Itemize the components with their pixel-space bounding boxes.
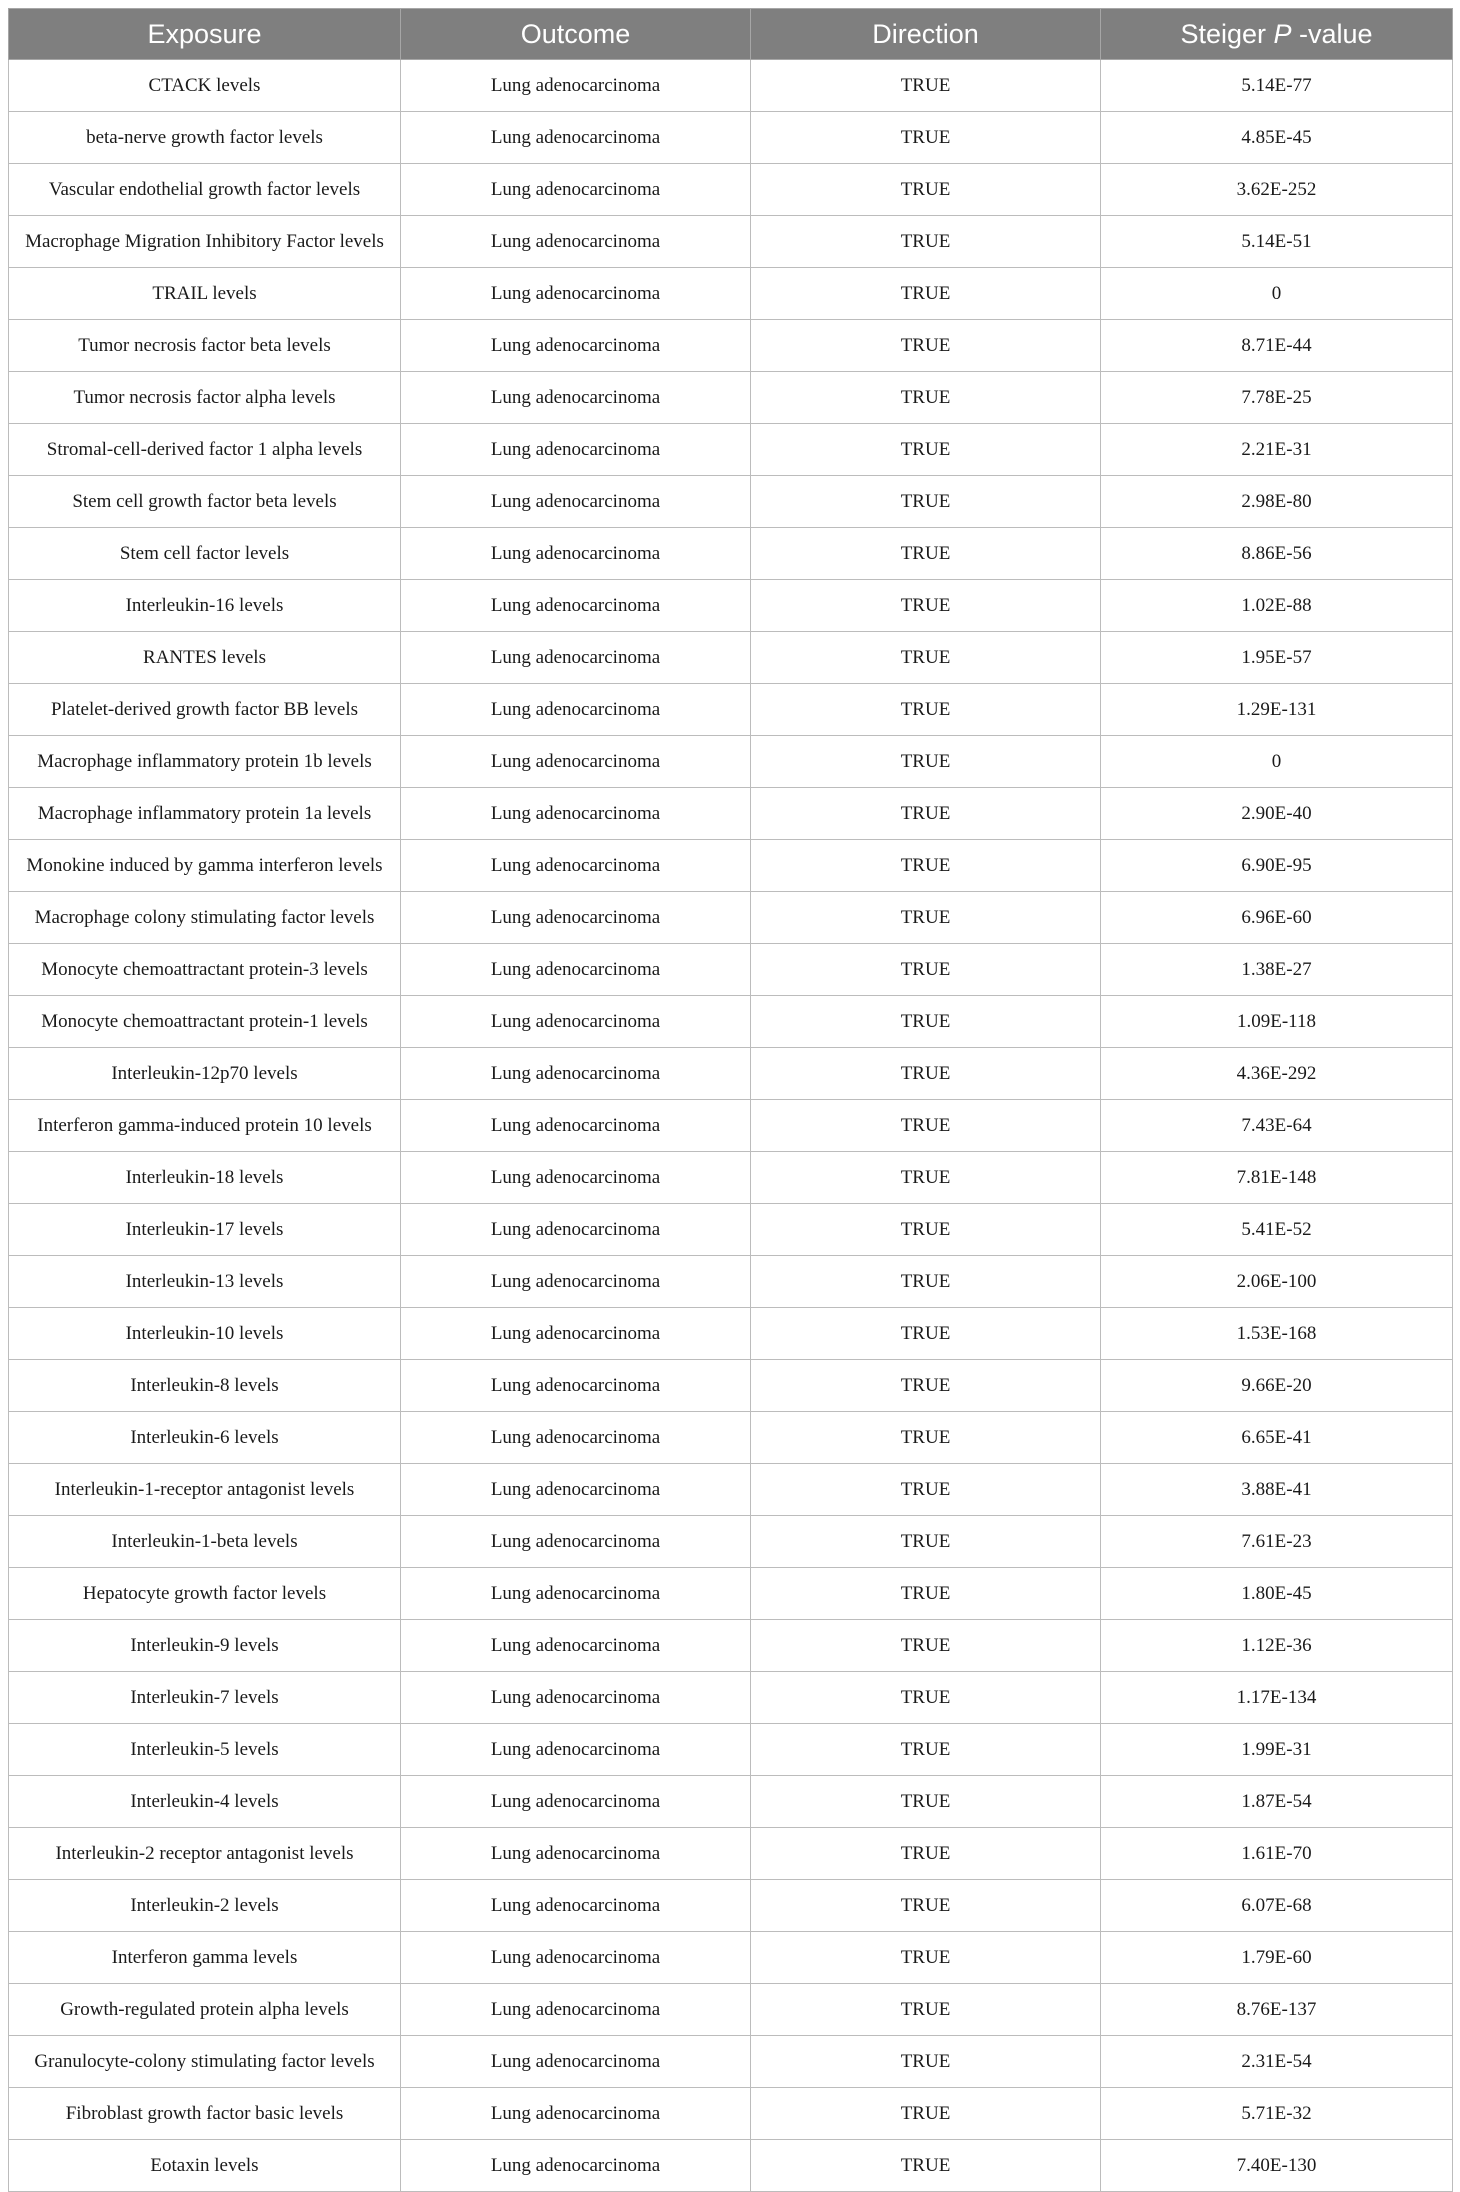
cell-direction: TRUE: [751, 1516, 1101, 1568]
table-row: [9, 372, 1453, 424]
cell-outcome: Lung adenocarcinoma: [401, 320, 751, 372]
cell-direction: TRUE: [751, 1100, 1101, 1152]
cell-steiger-pvalue: 1.12E-36: [1101, 1620, 1453, 1672]
cell-outcome: Lung adenocarcinoma: [401, 1880, 751, 1932]
cell-steiger-pvalue: 8.86E-56: [1101, 528, 1453, 580]
cell-steiger-pvalue: 2.06E-100: [1101, 1256, 1453, 1308]
cell-exposure: Stem cell growth factor beta levels: [9, 476, 401, 528]
cell-exposure: beta-nerve growth factor levels: [9, 112, 401, 164]
cell-outcome: Lung adenocarcinoma: [401, 2088, 751, 2140]
cell-exposure: TRAIL levels: [9, 268, 401, 320]
results-table-container: [8, 8, 1452, 2192]
cell-outcome: Lung adenocarcinoma: [401, 1516, 751, 1568]
cell-exposure: Interleukin-6 levels: [9, 1412, 401, 1464]
cell-outcome: Lung adenocarcinoma: [401, 60, 751, 112]
cell-outcome: Lung adenocarcinoma: [401, 996, 751, 1048]
cell-direction: TRUE: [751, 684, 1101, 736]
cell-outcome: Lung adenocarcinoma: [401, 528, 751, 580]
cell-direction: TRUE: [751, 2088, 1101, 2140]
cell-direction: TRUE: [751, 892, 1101, 944]
cell-direction: TRUE: [751, 2036, 1101, 2088]
table-row: [9, 1776, 1453, 1828]
cell-exposure: Monocyte chemoattractant protein-1 levels: [9, 996, 401, 1048]
cell-exposure: Interleukin-5 levels: [9, 1724, 401, 1776]
cell-outcome: Lung adenocarcinoma: [401, 684, 751, 736]
table-row: [9, 1672, 1453, 1724]
cell-steiger-pvalue: 6.07E-68: [1101, 1880, 1453, 1932]
table-row: [9, 1724, 1453, 1776]
cell-direction: TRUE: [751, 476, 1101, 528]
cell-exposure: Eotaxin levels: [9, 2140, 401, 2192]
cell-direction: TRUE: [751, 164, 1101, 216]
cell-direction: TRUE: [751, 1464, 1101, 1516]
cell-direction: TRUE: [751, 320, 1101, 372]
table-row: [9, 1880, 1453, 1932]
table-row: [9, 1932, 1453, 1984]
table-row: [9, 944, 1453, 996]
cell-steiger-pvalue: 4.85E-45: [1101, 112, 1453, 164]
header-steiger-prefix: Steiger: [1180, 18, 1274, 49]
table-row: [9, 2088, 1453, 2140]
cell-outcome: Lung adenocarcinoma: [401, 1360, 751, 1412]
cell-outcome: Lung adenocarcinoma: [401, 1672, 751, 1724]
cell-direction: TRUE: [751, 372, 1101, 424]
cell-exposure: Interleukin-1-beta levels: [9, 1516, 401, 1568]
table-row: [9, 1308, 1453, 1360]
cell-outcome: Lung adenocarcinoma: [401, 1048, 751, 1100]
cell-outcome: Lung adenocarcinoma: [401, 1412, 751, 1464]
header-outcome: Outcome: [401, 9, 751, 60]
cell-exposure: Monokine induced by gamma interferon levels: [9, 840, 401, 892]
cell-exposure: Vascular endothelial growth factor levels: [9, 164, 401, 216]
cell-direction: TRUE: [751, 1932, 1101, 1984]
cell-exposure: CTACK levels: [9, 60, 401, 112]
cell-direction: TRUE: [751, 1308, 1101, 1360]
cell-direction: TRUE: [751, 1984, 1101, 2036]
cell-steiger-pvalue: 6.65E-41: [1101, 1412, 1453, 1464]
cell-outcome: Lung adenocarcinoma: [401, 1308, 751, 1360]
cell-steiger-pvalue: 1.95E-57: [1101, 632, 1453, 684]
cell-exposure: Stem cell factor levels: [9, 528, 401, 580]
cell-outcome: Lung adenocarcinoma: [401, 580, 751, 632]
cell-exposure: Interleukin-4 levels: [9, 1776, 401, 1828]
cell-exposure: Interleukin-12p70 levels: [9, 1048, 401, 1100]
cell-direction: TRUE: [751, 528, 1101, 580]
cell-exposure: Granulocyte-colony stimulating factor levels: [9, 2036, 401, 2088]
cell-outcome: Lung adenocarcinoma: [401, 944, 751, 996]
cell-direction: TRUE: [751, 2140, 1101, 2192]
cell-direction: TRUE: [751, 736, 1101, 788]
cell-direction: TRUE: [751, 268, 1101, 320]
cell-outcome: Lung adenocarcinoma: [401, 1152, 751, 1204]
cell-exposure: Macrophage inflammatory protein 1b levels: [9, 736, 401, 788]
cell-exposure: Interferon gamma-induced protein 10 levels: [9, 1100, 401, 1152]
cell-outcome: Lung adenocarcinoma: [401, 1204, 751, 1256]
cell-direction: TRUE: [751, 1776, 1101, 1828]
table-row: [9, 476, 1453, 528]
table-row: [9, 528, 1453, 580]
cell-steiger-pvalue: 7.43E-64: [1101, 1100, 1453, 1152]
table-row: [9, 1620, 1453, 1672]
cell-outcome: Lung adenocarcinoma: [401, 1620, 751, 1672]
cell-exposure: Interleukin-18 levels: [9, 1152, 401, 1204]
cell-steiger-pvalue: 1.61E-70: [1101, 1828, 1453, 1880]
cell-exposure: Tumor necrosis factor alpha levels: [9, 372, 401, 424]
table-row: [9, 216, 1453, 268]
cell-exposure: Interleukin-9 levels: [9, 1620, 401, 1672]
cell-steiger-pvalue: 1.53E-168: [1101, 1308, 1453, 1360]
cell-exposure: Interleukin-16 levels: [9, 580, 401, 632]
cell-steiger-pvalue: 1.29E-131: [1101, 684, 1453, 736]
cell-direction: TRUE: [751, 1568, 1101, 1620]
cell-outcome: Lung adenocarcinoma: [401, 424, 751, 476]
cell-exposure: Macrophage inflammatory protein 1a levels: [9, 788, 401, 840]
cell-steiger-pvalue: 3.62E-252: [1101, 164, 1453, 216]
cell-direction: TRUE: [751, 1360, 1101, 1412]
cell-steiger-pvalue: 7.40E-130: [1101, 2140, 1453, 2192]
cell-exposure: Interleukin-8 levels: [9, 1360, 401, 1412]
steiger-results-table: [8, 8, 1453, 2192]
cell-exposure: Interleukin-2 receptor antagonist levels: [9, 1828, 401, 1880]
cell-outcome: Lung adenocarcinoma: [401, 1256, 751, 1308]
cell-outcome: Lung adenocarcinoma: [401, 1464, 751, 1516]
cell-direction: TRUE: [751, 1620, 1101, 1672]
table-row: [9, 1048, 1453, 1100]
cell-steiger-pvalue: 1.38E-27: [1101, 944, 1453, 996]
cell-outcome: Lung adenocarcinoma: [401, 1984, 751, 2036]
cell-exposure: RANTES levels: [9, 632, 401, 684]
table-row: [9, 268, 1453, 320]
table-row: [9, 1984, 1453, 2036]
table-row: [9, 60, 1453, 112]
cell-exposure: Interleukin-1-receptor antagonist levels: [9, 1464, 401, 1516]
cell-direction: TRUE: [751, 1880, 1101, 1932]
table-row: [9, 684, 1453, 736]
table-row: [9, 1360, 1453, 1412]
cell-direction: TRUE: [751, 944, 1101, 996]
cell-steiger-pvalue: 7.61E-23: [1101, 1516, 1453, 1568]
cell-outcome: Lung adenocarcinoma: [401, 1932, 751, 1984]
cell-exposure: Interleukin-17 levels: [9, 1204, 401, 1256]
cell-direction: TRUE: [751, 996, 1101, 1048]
table-row: [9, 1256, 1453, 1308]
cell-steiger-pvalue: 7.78E-25: [1101, 372, 1453, 424]
cell-outcome: Lung adenocarcinoma: [401, 1776, 751, 1828]
table-row: [9, 2036, 1453, 2088]
table-row: [9, 1412, 1453, 1464]
cell-exposure: Interleukin-2 levels: [9, 1880, 401, 1932]
cell-direction: TRUE: [751, 60, 1101, 112]
cell-outcome: Lung adenocarcinoma: [401, 2140, 751, 2192]
table-row: [9, 632, 1453, 684]
cell-steiger-pvalue: 7.81E-148: [1101, 1152, 1453, 1204]
table-row: [9, 788, 1453, 840]
cell-direction: TRUE: [751, 424, 1101, 476]
cell-steiger-pvalue: 0: [1101, 736, 1453, 788]
table-row: [9, 1516, 1453, 1568]
cell-steiger-pvalue: 5.71E-32: [1101, 2088, 1453, 2140]
cell-direction: TRUE: [751, 788, 1101, 840]
cell-steiger-pvalue: 5.14E-77: [1101, 60, 1453, 112]
table-row: [9, 892, 1453, 944]
cell-steiger-pvalue: 2.90E-40: [1101, 788, 1453, 840]
cell-exposure: Monocyte chemoattractant protein-3 levels: [9, 944, 401, 996]
cell-steiger-pvalue: 1.80E-45: [1101, 1568, 1453, 1620]
cell-steiger-pvalue: 2.98E-80: [1101, 476, 1453, 528]
table-row: [9, 320, 1453, 372]
table-row: [9, 1464, 1453, 1516]
table-row: [9, 580, 1453, 632]
cell-outcome: Lung adenocarcinoma: [401, 788, 751, 840]
cell-steiger-pvalue: 0: [1101, 268, 1453, 320]
cell-steiger-pvalue: 1.79E-60: [1101, 1932, 1453, 1984]
cell-direction: TRUE: [751, 1672, 1101, 1724]
cell-steiger-pvalue: 6.96E-60: [1101, 892, 1453, 944]
cell-steiger-pvalue: 1.09E-118: [1101, 996, 1453, 1048]
cell-direction: TRUE: [751, 1256, 1101, 1308]
cell-direction: TRUE: [751, 1048, 1101, 1100]
table-header: [9, 9, 1453, 60]
table-row: [9, 1152, 1453, 1204]
table-row: [9, 996, 1453, 1048]
table-row: [9, 2140, 1453, 2192]
cell-outcome: Lung adenocarcinoma: [401, 1568, 751, 1620]
cell-exposure: Macrophage Migration Inhibitory Factor levels: [9, 216, 401, 268]
cell-outcome: Lung adenocarcinoma: [401, 476, 751, 528]
cell-direction: TRUE: [751, 840, 1101, 892]
cell-direction: TRUE: [751, 1412, 1101, 1464]
cell-direction: TRUE: [751, 1204, 1101, 1256]
header-direction: Direction: [751, 9, 1101, 60]
cell-exposure: Interleukin-10 levels: [9, 1308, 401, 1360]
cell-steiger-pvalue: 1.02E-88: [1101, 580, 1453, 632]
table-row: [9, 736, 1453, 788]
cell-exposure: Growth-regulated protein alpha levels: [9, 1984, 401, 2036]
table-row: [9, 424, 1453, 476]
cell-outcome: Lung adenocarcinoma: [401, 1100, 751, 1152]
cell-direction: TRUE: [751, 632, 1101, 684]
header-steiger-suffix: -value: [1291, 18, 1373, 49]
cell-steiger-pvalue: 6.90E-95: [1101, 840, 1453, 892]
table-row: [9, 1100, 1453, 1152]
table-body: [9, 60, 1453, 2192]
cell-outcome: Lung adenocarcinoma: [401, 840, 751, 892]
table-row: [9, 1568, 1453, 1620]
cell-steiger-pvalue: 5.41E-52: [1101, 1204, 1453, 1256]
cell-exposure: Hepatocyte growth factor levels: [9, 1568, 401, 1620]
cell-outcome: Lung adenocarcinoma: [401, 1724, 751, 1776]
cell-direction: TRUE: [751, 1828, 1101, 1880]
cell-direction: TRUE: [751, 112, 1101, 164]
cell-outcome: Lung adenocarcinoma: [401, 372, 751, 424]
cell-exposure: Fibroblast growth factor basic levels: [9, 2088, 401, 2140]
cell-exposure: Interferon gamma levels: [9, 1932, 401, 1984]
cell-direction: TRUE: [751, 580, 1101, 632]
cell-steiger-pvalue: 2.31E-54: [1101, 2036, 1453, 2088]
cell-steiger-pvalue: 8.76E-137: [1101, 1984, 1453, 2036]
cell-outcome: Lung adenocarcinoma: [401, 1828, 751, 1880]
cell-steiger-pvalue: 5.14E-51: [1101, 216, 1453, 268]
header-exposure: Exposure: [9, 9, 401, 60]
cell-outcome: Lung adenocarcinoma: [401, 268, 751, 320]
cell-outcome: Lung adenocarcinoma: [401, 632, 751, 684]
cell-steiger-pvalue: 9.66E-20: [1101, 1360, 1453, 1412]
table-row: [9, 1204, 1453, 1256]
cell-exposure: Macrophage colony stimulating factor levels: [9, 892, 401, 944]
cell-exposure: Interleukin-13 levels: [9, 1256, 401, 1308]
cell-outcome: Lung adenocarcinoma: [401, 216, 751, 268]
cell-outcome: Lung adenocarcinoma: [401, 112, 751, 164]
cell-outcome: Lung adenocarcinoma: [401, 892, 751, 944]
cell-outcome: Lung adenocarcinoma: [401, 164, 751, 216]
cell-steiger-pvalue: 1.99E-31: [1101, 1724, 1453, 1776]
cell-exposure: Tumor necrosis factor beta levels: [9, 320, 401, 372]
cell-steiger-pvalue: 4.36E-292: [1101, 1048, 1453, 1100]
table-row: [9, 1828, 1453, 1880]
cell-steiger-pvalue: 1.87E-54: [1101, 1776, 1453, 1828]
cell-exposure: Interleukin-7 levels: [9, 1672, 401, 1724]
cell-steiger-pvalue: 3.88E-41: [1101, 1464, 1453, 1516]
cell-direction: TRUE: [751, 1152, 1101, 1204]
cell-exposure: Stromal-cell-derived factor 1 alpha levels: [9, 424, 401, 476]
table-row: [9, 112, 1453, 164]
table-row: [9, 164, 1453, 216]
header-steiger-pvalue: [1101, 9, 1453, 60]
cell-exposure: Platelet-derived growth factor BB levels: [9, 684, 401, 736]
cell-steiger-pvalue: 2.21E-31: [1101, 424, 1453, 476]
cell-outcome: Lung adenocarcinoma: [401, 736, 751, 788]
cell-steiger-pvalue: 1.17E-134: [1101, 1672, 1453, 1724]
cell-direction: TRUE: [751, 1724, 1101, 1776]
header-row: [9, 9, 1453, 60]
cell-outcome: Lung adenocarcinoma: [401, 2036, 751, 2088]
cell-direction: TRUE: [751, 216, 1101, 268]
header-steiger-p: P: [1273, 18, 1292, 49]
table-row: [9, 840, 1453, 892]
cell-steiger-pvalue: 8.71E-44: [1101, 320, 1453, 372]
